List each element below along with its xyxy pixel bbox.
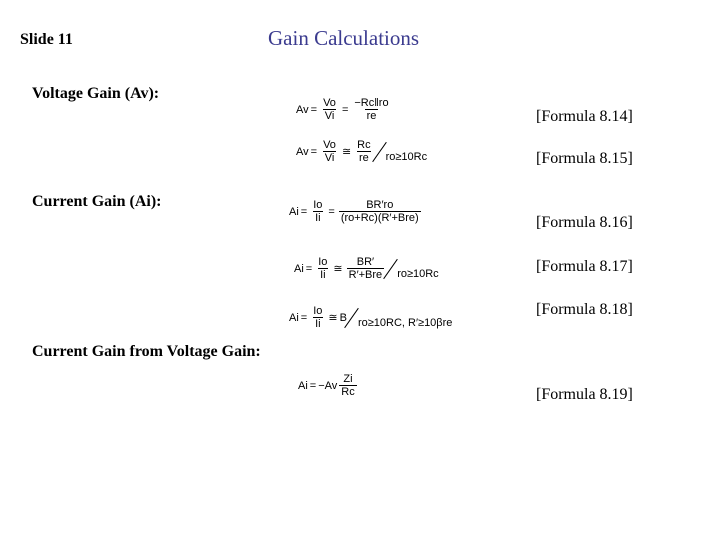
formula-fraction: $\frac{-Rc‖ro}{re}$ xyxy=(354,97,389,122)
section-current-gain: Current Gain (Ai): xyxy=(32,193,162,210)
formula-ref-8-15: [Formula 8.15] xyxy=(536,150,633,167)
section-voltage-gain: Voltage Gain (Av): xyxy=(32,85,160,102)
section-current-from-voltage: Current Gain from Voltage Gain: xyxy=(32,343,261,360)
formula-condition: ro≥10RC, R′≥10βre xyxy=(357,316,453,329)
formula-ref-8-14: [Formula 8.14] xyxy=(536,108,633,125)
formula-8-15: Av = $\frac{Vo}{Vi}$ ≅ $\frac{Rc}{re}$ ro≥10Rc xyxy=(296,139,428,164)
formula-lhs: Av xyxy=(296,103,309,116)
formula-8-14: Av = $\frac{Vo}{Vi}$ = $\frac{-Rc‖ro}{re}$ xyxy=(296,97,389,122)
formula-fraction: $\frac{Vo}{Vi}$ xyxy=(323,139,336,164)
formula-ref-8-18: [Formula 8.18] xyxy=(536,301,633,318)
slide-title: Gain Calculations xyxy=(268,26,420,50)
condition-slash xyxy=(372,141,387,161)
formula-fraction: $\frac{Vo}{Vi}$ xyxy=(323,97,336,122)
formula-fraction: $\frac{Io}{Ii}$ xyxy=(313,305,323,330)
formula-ref-8-19: [Formula 8.19] xyxy=(536,386,633,403)
slide-number: Slide 11 xyxy=(20,31,73,48)
formula-fraction: $\frac{BR'ro}{\text{(ro+Rc)(R′+Bre)}}$ xyxy=(340,199,419,224)
formula-8-17: Ai = $\frac{Io}{Ii}$ ≅ $\frac{BR'}{\text{R′+Bre}}$ ro≥10Rc xyxy=(294,256,439,281)
formula-condition: ro≥10Rc xyxy=(385,150,428,163)
formula-ref-8-17: [Formula 8.17] xyxy=(536,258,633,275)
formula-8-18: Ai = $\frac{Io}{Ii}$ ≅ B ro≥10RC, R′≥10βre xyxy=(289,305,453,330)
formula-fraction: $\frac{Zi}{Rc}$ xyxy=(341,373,355,398)
formula-fraction: $\frac{Io}{Ii}$ xyxy=(318,256,328,281)
formula-ref-8-16: [Formula 8.16] xyxy=(536,214,633,231)
formula-fraction: $\frac{Rc}{re}$ xyxy=(357,139,371,164)
formula-condition: ro≥10Rc xyxy=(397,267,439,280)
formula-fraction: $\frac{Io}{Ii}$ xyxy=(313,199,323,224)
condition-slash xyxy=(383,258,398,278)
formula-fraction: $\frac{BR'}{\text{R′+Bre}}$ xyxy=(348,256,383,281)
formula-8-16: Ai = $\frac{Io}{Ii}$ = $\frac{BR'ro}{\text{(ro+Rc)(R′+Bre)}}$ xyxy=(289,199,419,224)
formula-8-19: Ai = −Av $\frac{Zi}{Rc}$ xyxy=(298,373,355,398)
